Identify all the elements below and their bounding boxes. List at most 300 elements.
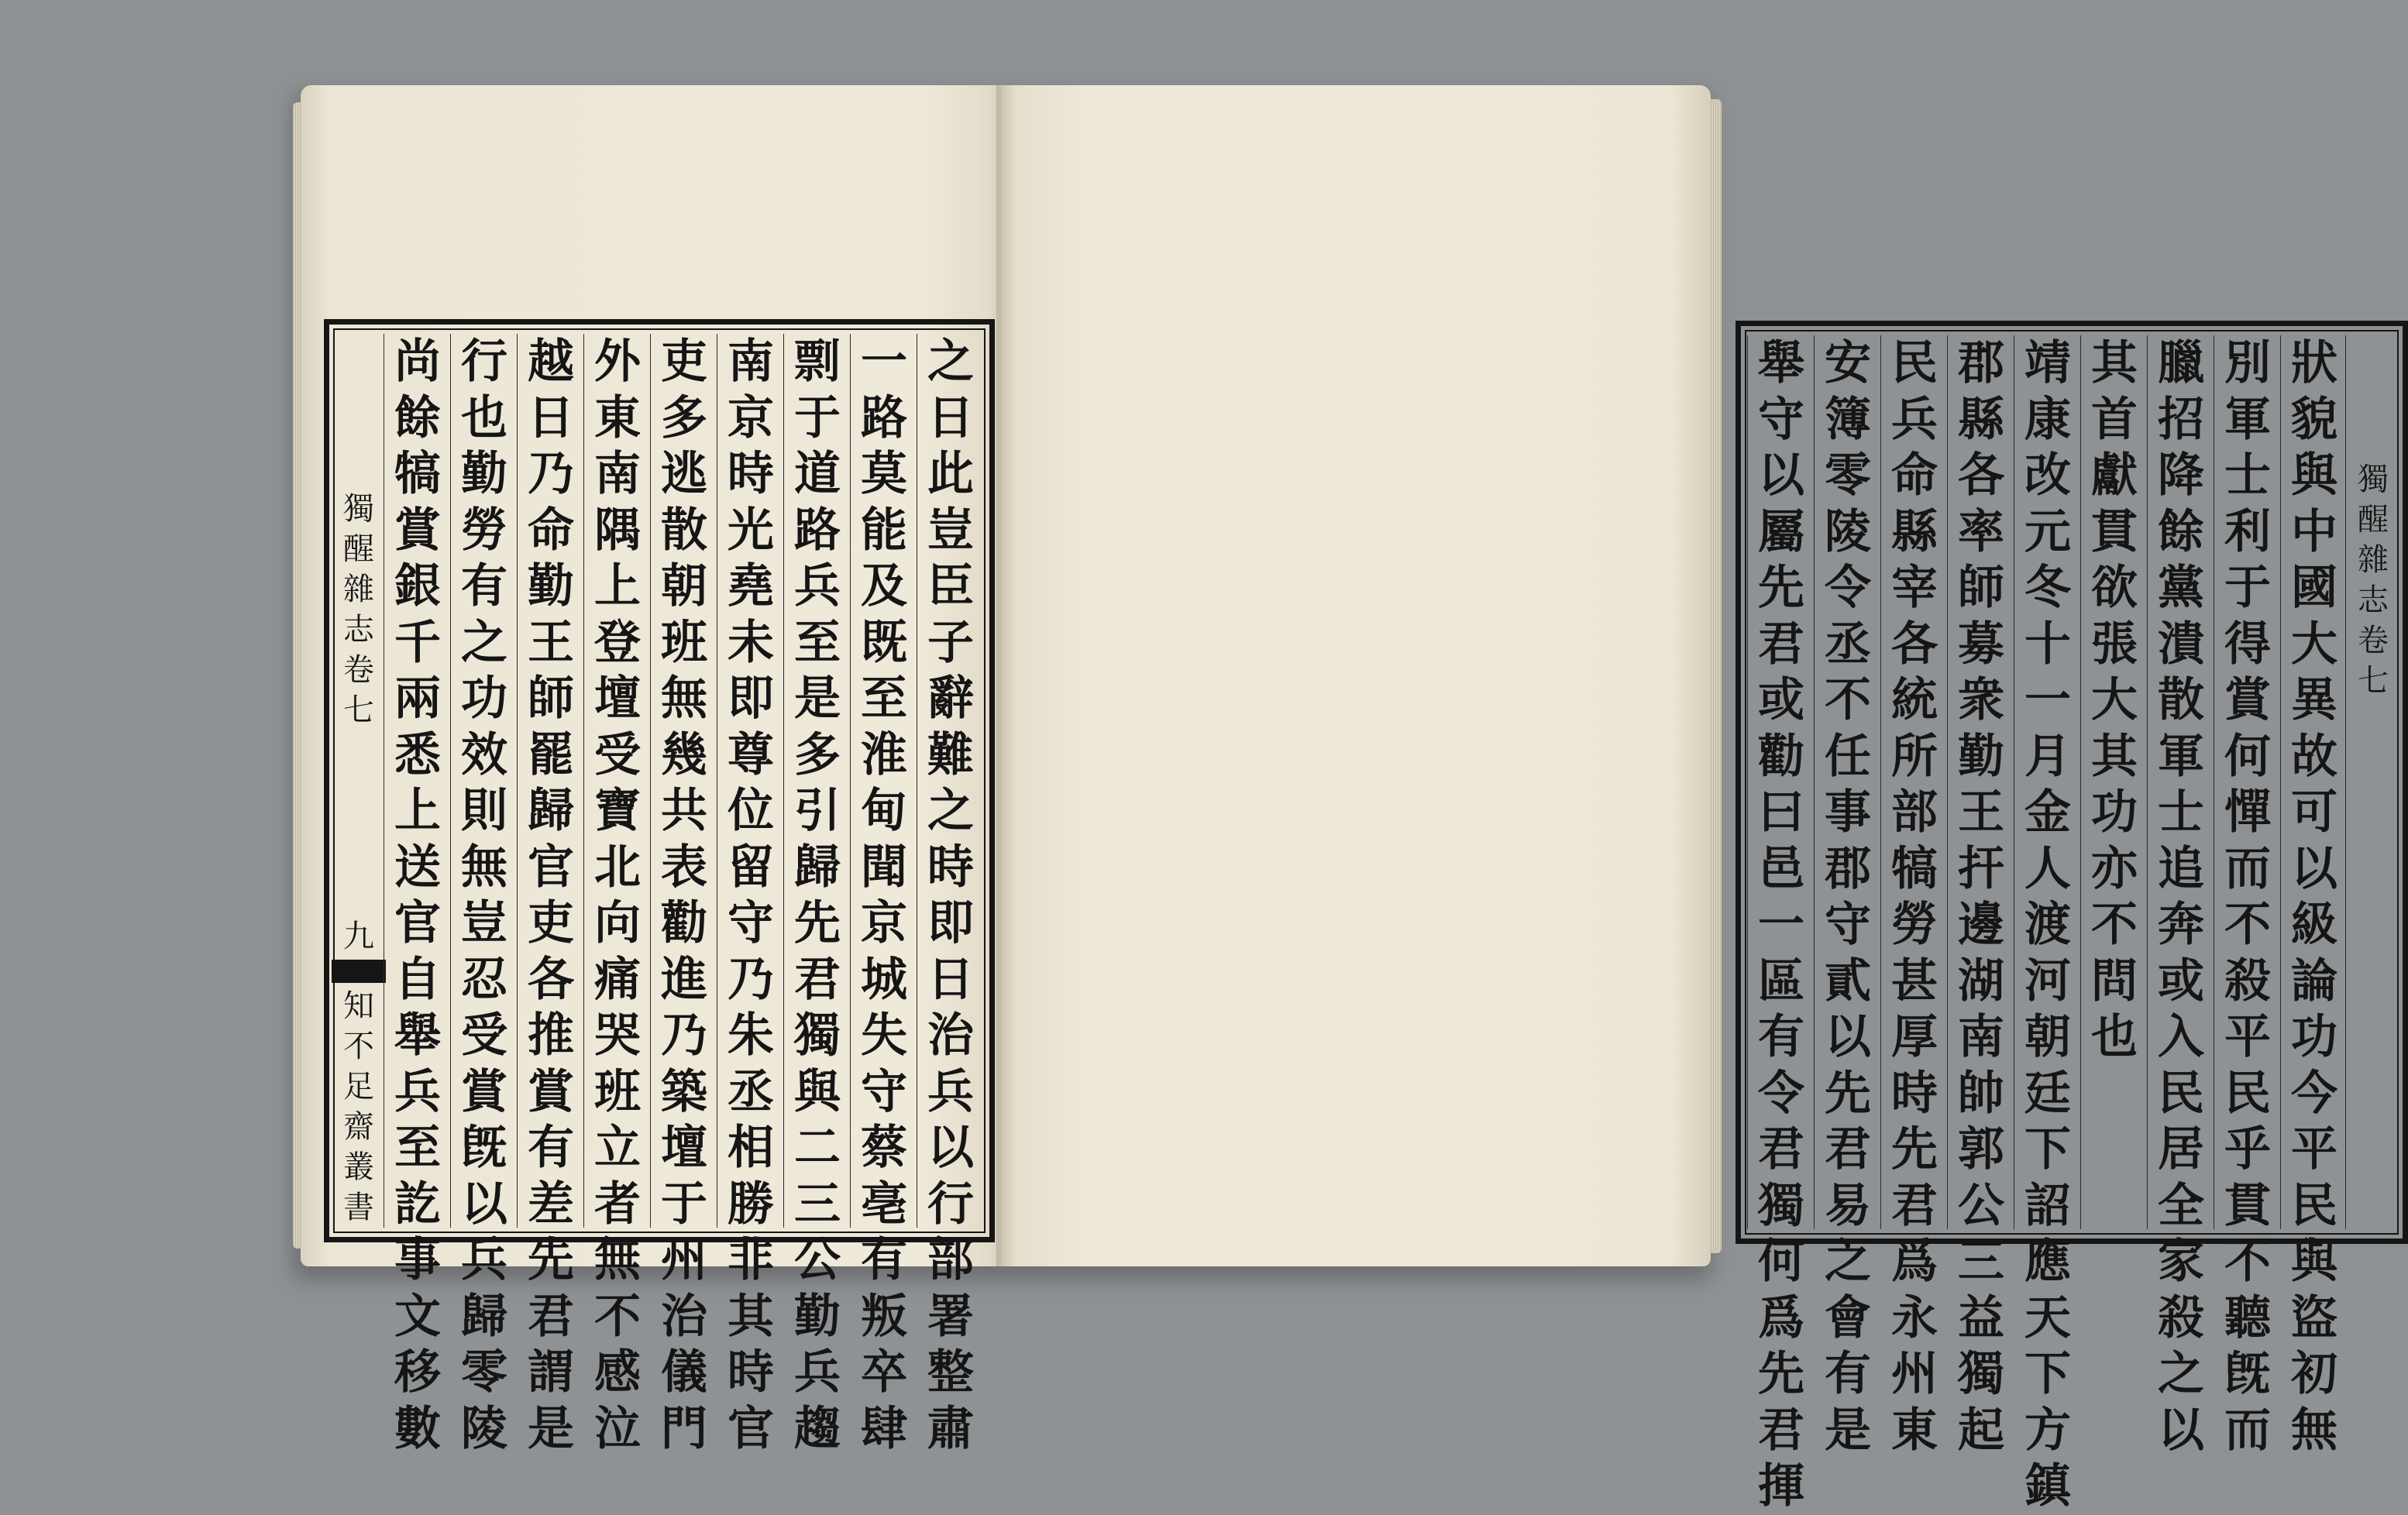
character: 散 xyxy=(661,503,707,558)
folio-char: 卷 xyxy=(2358,623,2389,658)
left-text-column xyxy=(917,334,984,1456)
character: 先 xyxy=(794,896,841,950)
right-text-column xyxy=(2080,335,2148,1229)
folio-page-and-publisher xyxy=(332,916,386,1228)
folio-char: 不 xyxy=(343,1029,374,1064)
character: 會 xyxy=(1825,1290,1871,1345)
folio-title xyxy=(335,489,382,730)
character: 治 xyxy=(927,1008,974,1063)
character: 勞 xyxy=(461,503,507,558)
left-page-edges xyxy=(293,102,302,1249)
character: 乃 xyxy=(728,952,774,1007)
character: 郡 xyxy=(1958,336,2004,390)
character: 多 xyxy=(661,390,707,445)
character: 有 xyxy=(1758,1010,1804,1064)
character: 益 xyxy=(1958,1290,2004,1345)
character: 全 xyxy=(2158,1178,2204,1233)
right-text-frame xyxy=(1735,321,2408,1513)
character: 獨 xyxy=(794,1008,841,1063)
character: 先 xyxy=(1758,561,1804,615)
character: 問 xyxy=(2091,953,2138,1008)
character: 十 xyxy=(2024,617,2071,672)
character: 是 xyxy=(1825,1403,1871,1458)
character: 乎 xyxy=(2224,1122,2271,1177)
character: 壇 xyxy=(661,1121,707,1175)
left-folio-column xyxy=(334,334,384,1228)
character: 儀 xyxy=(661,1345,707,1400)
folio-char: 足 xyxy=(343,1069,374,1104)
character: 不 xyxy=(2224,898,2271,952)
character: 時 xyxy=(927,840,974,895)
character: 以 xyxy=(461,1177,507,1232)
character: 效 xyxy=(461,727,507,782)
character: 吏 xyxy=(528,896,574,950)
character: 縣 xyxy=(1958,392,2004,447)
character: 登 xyxy=(594,615,641,670)
character: 奔 xyxy=(2158,898,2204,952)
character: 一 xyxy=(861,335,907,389)
folio-char: 志 xyxy=(343,612,374,648)
character: 泣 xyxy=(594,1401,641,1456)
left-text-column xyxy=(384,334,451,1456)
character: 事 xyxy=(394,1233,441,1287)
character: 文 xyxy=(394,1289,441,1344)
character: 以 xyxy=(1758,448,1804,503)
folio-char: 書 xyxy=(343,1190,374,1225)
character: 以 xyxy=(2158,1403,2204,1458)
character: 京 xyxy=(728,390,774,445)
character: 以 xyxy=(927,1121,974,1175)
character: 既 xyxy=(861,615,907,670)
character: 郭 xyxy=(1958,1122,2004,1177)
character: 先 xyxy=(1758,1347,1804,1401)
character: 餘 xyxy=(2158,504,2204,559)
character: 改 xyxy=(2024,448,2071,503)
character: 下 xyxy=(2024,1122,2071,1177)
character: 之 xyxy=(461,615,507,670)
character: 無 xyxy=(2291,1403,2337,1458)
character: 共 xyxy=(661,784,707,838)
character: 丞 xyxy=(728,1064,774,1119)
character: 三 xyxy=(794,1177,841,1232)
character: 欲 xyxy=(2091,561,2138,615)
character: 靖 xyxy=(2024,336,2071,390)
character: 區 xyxy=(1758,953,1804,1008)
character: 有 xyxy=(861,1233,907,1287)
character: 守 xyxy=(861,1064,907,1119)
right-page xyxy=(1002,85,2389,1513)
character: 表 xyxy=(661,840,707,895)
character: 位 xyxy=(728,784,774,838)
character: 忍 xyxy=(461,952,507,1007)
character: 元 xyxy=(2024,504,2071,559)
folio-char: 雜 xyxy=(343,572,374,607)
folio-char: 雜 xyxy=(2358,542,2389,578)
character: 平 xyxy=(2291,1122,2337,1177)
character: 旣 xyxy=(2224,1347,2271,1401)
character: 零 xyxy=(461,1345,507,1400)
character: 事 xyxy=(1825,785,1871,840)
folio-char: 齋 xyxy=(343,1109,374,1145)
character: 降 xyxy=(2158,448,2204,503)
character: 亳 xyxy=(861,1177,907,1232)
character: 也 xyxy=(461,390,507,445)
character: 東 xyxy=(1891,1403,1938,1458)
character: 民 xyxy=(2158,1066,2204,1121)
character: 軍 xyxy=(2158,729,2204,784)
character: 淮 xyxy=(861,727,907,782)
character: 君 xyxy=(528,1289,574,1344)
character: 歸 xyxy=(528,784,574,838)
right-text-column xyxy=(2214,335,2281,1458)
character: 州 xyxy=(1891,1347,1938,1401)
character: 甚 xyxy=(1891,953,1938,1008)
character: 潰 xyxy=(2158,617,2204,672)
character: 天 xyxy=(2024,1290,2071,1345)
character: 肆 xyxy=(861,1401,907,1456)
character: 功 xyxy=(461,672,507,726)
character: 賞 xyxy=(461,1064,507,1119)
left-text-column xyxy=(717,334,784,1456)
character: 日 xyxy=(927,952,974,1007)
character: 張 xyxy=(2091,617,2138,672)
character: 各 xyxy=(528,952,574,1007)
character: 難 xyxy=(927,727,974,782)
character: 犒 xyxy=(394,447,441,501)
character: 爲 xyxy=(1891,1235,1938,1289)
character: 三 xyxy=(1958,1235,2004,1289)
character: 路 xyxy=(861,390,907,445)
character: 日 xyxy=(927,390,974,445)
character: 王 xyxy=(528,615,574,670)
left-text-column xyxy=(517,334,584,1456)
character: 率 xyxy=(1958,504,2004,559)
character: 大 xyxy=(2091,673,2138,727)
character: 勸 xyxy=(1758,729,1804,784)
character: 子 xyxy=(927,615,974,670)
character: 卒 xyxy=(861,1345,907,1400)
character: 一 xyxy=(1758,898,1804,952)
character: 易 xyxy=(1825,1178,1871,1233)
right-text-column xyxy=(2014,335,2081,1513)
right-text-column xyxy=(1814,335,1881,1458)
character: 應 xyxy=(2024,1235,2071,1289)
character: 痛 xyxy=(594,952,641,1007)
folio-char: 志 xyxy=(2358,582,2389,618)
character: 勤 xyxy=(461,447,507,501)
character: 吏 xyxy=(661,335,707,389)
character: 移 xyxy=(394,1345,441,1400)
character: 部 xyxy=(1891,785,1938,840)
open-book xyxy=(301,85,2389,1513)
character: 北 xyxy=(594,840,641,895)
right-text-column xyxy=(1947,335,2014,1458)
character: 有 xyxy=(461,559,507,613)
character: 引 xyxy=(794,784,841,838)
character: 至 xyxy=(394,1121,441,1175)
character: 君 xyxy=(1758,1122,1804,1177)
character: 官 xyxy=(728,1401,774,1456)
character: 無 xyxy=(661,672,707,726)
character: 也 xyxy=(2091,1010,2138,1064)
character: 廷 xyxy=(2024,1066,2071,1121)
character: 悉 xyxy=(394,727,441,782)
character: 故 xyxy=(2291,729,2337,784)
character: 謂 xyxy=(528,1345,574,1400)
character: 可 xyxy=(2291,785,2337,840)
character: 詔 xyxy=(2024,1178,2071,1233)
character: 厚 xyxy=(1891,1010,1938,1064)
character: 及 xyxy=(861,559,907,613)
character: 差 xyxy=(528,1177,574,1232)
character: 罷 xyxy=(528,727,574,782)
character: 募 xyxy=(1958,617,2004,672)
character: 至 xyxy=(861,672,907,726)
character: 之 xyxy=(1825,1235,1871,1289)
character: 何 xyxy=(1758,1235,1804,1289)
character: 署 xyxy=(927,1289,974,1344)
character: 永 xyxy=(1891,1290,1938,1345)
character: 乃 xyxy=(661,1008,707,1063)
character: 勞 xyxy=(1891,898,1938,952)
character: 河 xyxy=(2024,953,2071,1008)
character: 渡 xyxy=(2024,898,2071,952)
character: 歸 xyxy=(794,840,841,895)
character: 送 xyxy=(394,840,441,895)
character: 即 xyxy=(927,896,974,950)
character: 君 xyxy=(1891,1178,1938,1233)
character: 各 xyxy=(1958,448,2004,503)
character: 守 xyxy=(1758,392,1804,447)
character: 時 xyxy=(1891,1066,1938,1121)
character: 舉 xyxy=(1758,336,1804,390)
character: 賞 xyxy=(528,1064,574,1119)
character: 陵 xyxy=(461,1401,507,1456)
folio-char: 七 xyxy=(2358,663,2389,699)
character: 守 xyxy=(728,896,774,950)
character: 陵 xyxy=(1825,504,1871,559)
character: 豈 xyxy=(461,896,507,950)
character: 招 xyxy=(2158,392,2204,447)
character: 冬 xyxy=(2024,561,2071,615)
character: 其 xyxy=(2091,729,2138,784)
character: 時 xyxy=(728,1345,774,1400)
character: 士 xyxy=(2158,785,2204,840)
character: 之 xyxy=(2158,1347,2204,1401)
character: 路 xyxy=(794,503,841,558)
character: 論 xyxy=(2291,953,2337,1008)
character: 以 xyxy=(1825,1010,1871,1064)
left-text-column xyxy=(650,334,717,1456)
character: 安 xyxy=(1825,336,1871,390)
character: 君 xyxy=(1825,1122,1871,1177)
character: 命 xyxy=(1891,448,1938,503)
character: 幾 xyxy=(661,727,707,782)
character: 康 xyxy=(2024,392,2071,447)
character: 揮 xyxy=(1758,1459,1804,1513)
character: 縣 xyxy=(1891,504,1938,559)
character: 邑 xyxy=(1758,841,1804,896)
character: 軍 xyxy=(2224,392,2271,447)
left-text-column xyxy=(850,334,917,1456)
character: 起 xyxy=(1958,1403,2004,1458)
character: 入 xyxy=(2158,1010,2204,1064)
character: 能 xyxy=(861,503,907,558)
character: 追 xyxy=(2158,841,2204,896)
character: 于 xyxy=(794,390,841,445)
character: 有 xyxy=(528,1121,574,1175)
folio-char: 卷 xyxy=(343,652,374,688)
character: 東 xyxy=(594,390,641,445)
character: 居 xyxy=(2158,1122,2204,1177)
character: 君 xyxy=(1758,1403,1804,1458)
character: 朱 xyxy=(728,1008,774,1063)
character: 歸 xyxy=(461,1289,507,1344)
character: 亦 xyxy=(2091,841,2138,896)
character: 班 xyxy=(594,1064,641,1119)
character: 別 xyxy=(2224,336,2271,390)
character: 甸 xyxy=(861,784,907,838)
character: 殺 xyxy=(2224,953,2271,1008)
character: 朝 xyxy=(2024,1010,2071,1064)
character: 臘 xyxy=(2158,336,2204,390)
character: 道 xyxy=(794,447,841,501)
character: 獻 xyxy=(2091,448,2138,503)
character: 有 xyxy=(1825,1347,1871,1401)
character: 兵 xyxy=(461,1233,507,1287)
character: 勸 xyxy=(661,896,707,950)
character: 上 xyxy=(394,784,441,838)
character: 中 xyxy=(2291,504,2337,559)
character: 是 xyxy=(794,672,841,726)
character: 師 xyxy=(1958,561,2004,615)
character: 數 xyxy=(394,1401,441,1456)
character: 官 xyxy=(394,896,441,950)
character: 湖 xyxy=(1958,953,2004,1008)
character: 不 xyxy=(1825,673,1871,727)
character: 隅 xyxy=(594,503,641,558)
character: 鎮 xyxy=(2024,1459,2071,1513)
character: 兵 xyxy=(927,1064,974,1119)
character: 旣 xyxy=(461,1121,507,1175)
character: 先 xyxy=(1891,1122,1938,1177)
character: 與 xyxy=(794,1064,841,1119)
character: 勤 xyxy=(528,559,574,613)
character: 于 xyxy=(2224,561,2271,615)
character: 之 xyxy=(927,784,974,838)
character: 兵 xyxy=(794,1345,841,1400)
character: 盜 xyxy=(2291,1290,2337,1345)
character: 豈 xyxy=(927,503,974,558)
character: 曰 xyxy=(1758,785,1804,840)
character: 築 xyxy=(661,1064,707,1119)
character: 尊 xyxy=(728,727,774,782)
character: 貫 xyxy=(2091,504,2138,559)
character: 勝 xyxy=(728,1177,774,1232)
character: 哭 xyxy=(594,1008,641,1063)
character: 推 xyxy=(528,1008,574,1063)
character: 肅 xyxy=(927,1401,974,1456)
character: 獨 xyxy=(1758,1178,1804,1233)
character: 外 xyxy=(594,335,641,389)
character: 宰 xyxy=(1891,561,1938,615)
character: 人 xyxy=(2024,841,2071,896)
character: 兵 xyxy=(1891,392,1938,447)
character: 任 xyxy=(1825,729,1871,784)
character: 憚 xyxy=(2224,785,2271,840)
character: 一 xyxy=(2024,673,2071,727)
character: 聞 xyxy=(861,840,907,895)
character: 君 xyxy=(794,952,841,1007)
character: 莫 xyxy=(861,447,907,501)
character: 大 xyxy=(2291,617,2337,672)
character: 而 xyxy=(2224,1403,2271,1458)
character: 城 xyxy=(861,952,907,1007)
character: 黨 xyxy=(2158,561,2204,615)
character: 則 xyxy=(461,784,507,838)
character: 之 xyxy=(927,335,974,389)
character: 未 xyxy=(728,615,774,670)
right-folio-column xyxy=(2345,335,2400,1229)
character: 下 xyxy=(2024,1347,2071,1401)
character: 千 xyxy=(394,615,441,670)
character: 受 xyxy=(594,727,641,782)
character: 趨 xyxy=(794,1401,841,1456)
character: 簿 xyxy=(1825,392,1871,447)
character: 二 xyxy=(794,1121,841,1175)
character: 進 xyxy=(661,952,707,1007)
character: 官 xyxy=(528,840,574,895)
character: 平 xyxy=(2224,1010,2271,1064)
character: 貳 xyxy=(1825,953,1871,1008)
character: 公 xyxy=(1958,1178,2004,1233)
character: 上 xyxy=(594,559,641,613)
character: 家 xyxy=(2158,1235,2204,1289)
character: 班 xyxy=(661,615,707,670)
character: 郡 xyxy=(1825,841,1871,896)
character: 扞 xyxy=(1958,841,2004,896)
character: 兩 xyxy=(394,672,441,726)
character: 方 xyxy=(2024,1403,2071,1458)
character: 散 xyxy=(2158,673,2204,727)
character: 令 xyxy=(1825,561,1871,615)
character: 殺 xyxy=(2158,1290,2204,1345)
character: 叛 xyxy=(861,1289,907,1344)
character: 寶 xyxy=(594,784,641,838)
character: 或 xyxy=(2158,953,2204,1008)
character: 聽 xyxy=(2224,1290,2271,1345)
character: 其 xyxy=(2091,336,2138,390)
character: 屬 xyxy=(1758,504,1804,559)
character: 賞 xyxy=(2224,673,2271,727)
character: 兵 xyxy=(794,559,841,613)
character: 丞 xyxy=(1825,617,1871,672)
right-text-column xyxy=(2147,335,2214,1458)
character: 不 xyxy=(2224,1235,2271,1289)
character: 所 xyxy=(1891,729,1938,784)
character: 各 xyxy=(1891,617,1938,672)
right-page-edges xyxy=(1709,99,1722,1253)
character: 不 xyxy=(2091,898,2138,952)
character: 是 xyxy=(528,1401,574,1456)
right-text-column xyxy=(1747,335,1815,1513)
character: 者 xyxy=(594,1177,641,1232)
character: 士 xyxy=(2224,448,2271,503)
character: 尚 xyxy=(394,335,441,389)
character: 金 xyxy=(2024,785,2071,840)
character: 舉 xyxy=(394,1008,441,1063)
character: 利 xyxy=(2224,504,2271,559)
